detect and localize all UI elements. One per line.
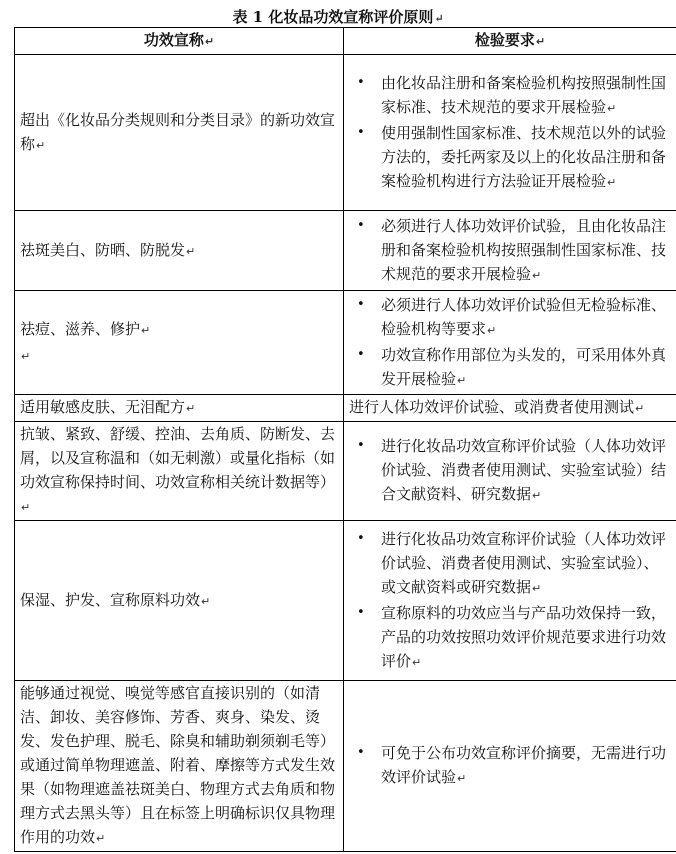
claim-cell: 祛痘、滋养、修护↵ ↵ — [15, 291, 344, 395]
requirement-cell: 进行人体功效评价试验、或消费者使用测试↵ — [344, 395, 676, 422]
requirement-cell — [344, 681, 676, 852]
requirement-cell — [344, 291, 676, 395]
column-header-requirement: 检验要求↵ — [344, 28, 676, 55]
claim-cell: 适用敏感皮肤、无泪配方↵ — [15, 395, 344, 422]
requirement-cell — [344, 211, 676, 291]
requirement-cell — [344, 521, 676, 681]
table-row — [15, 681, 676, 852]
table-row — [15, 291, 676, 395]
requirement-item: • 宣称原料的功效应当与产品功效保持一致，产品的功效按照功效评价规范要求进行功效评价↵ — [349, 601, 671, 675]
column-header-claim: 功效宣称↵ — [15, 28, 344, 55]
table-header-row — [15, 28, 676, 55]
claim-cell: 超出《化妆品分类规则和分类目录》的新功效宣称↵ — [15, 55, 344, 211]
requirement-item: • 使用强制性国家标准、技术规范以外的试验方法的，委托两家及以上的化妆品注册和备案检验机构进行方法验证开展检验↵ — [349, 121, 671, 195]
table-title: 表 1 化妆品功效宣称评价原则↵ — [232, 8, 444, 26]
requirement-cell — [344, 422, 676, 521]
table-row — [15, 211, 676, 291]
table-row — [15, 521, 676, 681]
claim-cell: 祛斑美白、防晒、防脱发↵ — [15, 211, 344, 291]
requirement-item: • 功效宣称作用部位为头发的，可采用体外真发开展检验↵ — [349, 343, 671, 393]
paragraph-mark-icon: ↵ — [434, 12, 444, 25]
claim-cell: 能够通过视觉、嗅觉等感官直接识别的（如清洁、卸妆、美容修饰、芳香、爽身、染发、烫发、发色护理、脱毛、除臭和辅助剃须剃毛等）或通过简单物理遮盖、附着、摩擦等方式发生效果（如物理遮盖祛斑美白、物理方式去角质和物理方式去黑头等）且在标签上明确标识仅具物理作用的功效↵ — [15, 681, 344, 852]
requirement-cell — [344, 55, 676, 211]
efficacy-claim-table — [14, 27, 676, 852]
requirement-item: • 可免于公布功效宣称评价摘要，无需进行功效评价试验↵ — [349, 741, 671, 791]
table-row — [15, 422, 676, 521]
claim-cell: 保湿、护发、宣称原料功效↵ — [15, 521, 344, 681]
requirement-item: • 由化妆品注册和备案检验机构按照强制性国家标准、技术规范的要求开展检验↵ — [349, 71, 671, 121]
requirement-item: • 必须进行人体功效评价试验，且由化妆品注册和备案检验机构按照强制性国家标准、技术规范的要求开展检验↵ — [349, 214, 671, 288]
requirement-item: • 必须进行人体功效评价试验但无检验标准、检验机构等要求↵ — [349, 293, 671, 343]
claim-cell: 抗皱、紧致、舒缓、控油、去角质、防断发、去屑，以及宣称温和（如无刺激）或量化指标（如功效宣称保持时间、功效宣称相关统计数据等）↵ — [15, 422, 344, 521]
requirement-item: • 进行化妆品功效宣称评价试验（人体功效评价试验、消费者使用测试、实验室试验）结合文献资料、研究数据↵ — [349, 434, 671, 508]
table-row — [15, 55, 676, 211]
requirement-item: • 进行化妆品功效宣称评价试验（人体功效评价试验、消费者使用测试、实验室试验）、或文献资料或研究数据↵ — [349, 527, 671, 601]
table-row — [15, 395, 676, 422]
